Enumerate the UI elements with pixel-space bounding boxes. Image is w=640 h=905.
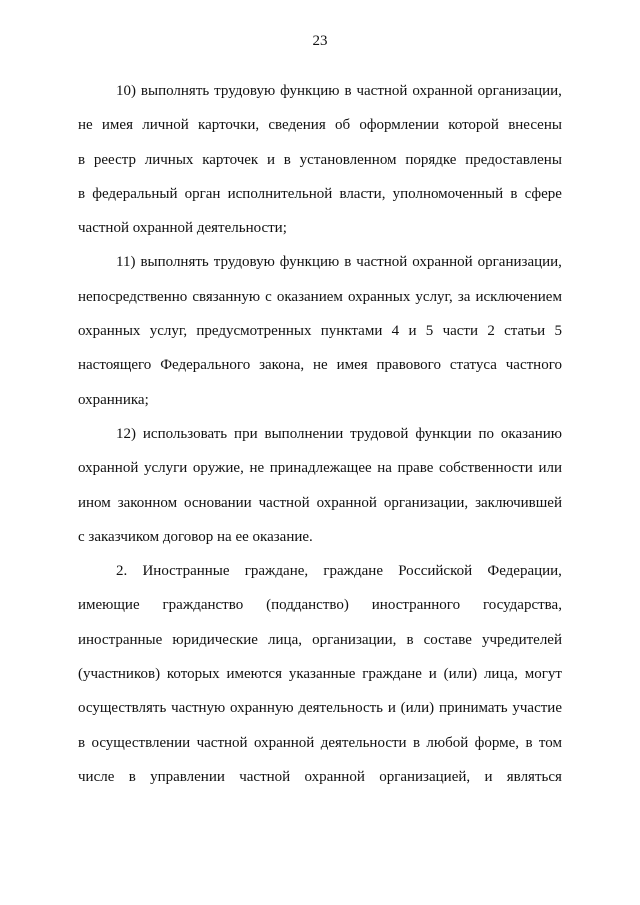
word: функцию [279, 254, 340, 271]
word: непосредственно [78, 288, 188, 305]
text-line [78, 623, 562, 657]
word: иностранные [78, 631, 163, 648]
word: участие [512, 700, 562, 717]
word: и [428, 666, 437, 683]
word: карточки, [198, 117, 260, 134]
paragraph-item-12 [78, 417, 562, 554]
word: имеющие [78, 597, 140, 614]
word: в [525, 734, 533, 751]
text-line: охранника; [78, 391, 149, 408]
word: услуг, [415, 288, 453, 305]
word: закона, [259, 357, 305, 374]
text-line [78, 417, 562, 451]
word: личной [142, 117, 189, 134]
word: личных [144, 151, 194, 168]
word: в [78, 185, 86, 202]
word: федеральный [92, 185, 178, 202]
word: гражданство [162, 597, 244, 614]
word: трудовую [214, 83, 276, 99]
text-line: с заказчиком договор на ее оказание. [78, 528, 313, 545]
word: Федерального [160, 357, 251, 374]
word: управлении [150, 768, 225, 785]
text-line [78, 245, 562, 279]
word: по [478, 425, 495, 442]
word: охранной [304, 768, 365, 785]
word: об [334, 117, 351, 134]
word: сведения [268, 117, 326, 134]
word: заключившей [475, 494, 562, 511]
word: и [266, 151, 275, 168]
word: частной [356, 254, 408, 271]
word: карточек [202, 151, 259, 168]
word: внесены [508, 117, 562, 134]
word: услуги [143, 460, 188, 477]
text-line [78, 691, 562, 725]
word: граждане, [244, 563, 309, 580]
paragraph-item-11 [78, 245, 562, 416]
word: иностранного [371, 597, 461, 614]
word: правового [376, 357, 441, 374]
text-line [78, 314, 562, 348]
word: (участников) [78, 666, 161, 683]
word: или [538, 460, 562, 477]
word: оказанию [500, 425, 562, 442]
paragraph-item-10 [78, 74, 562, 245]
word: частную [171, 700, 226, 717]
word: функцию [280, 83, 340, 99]
word: в [406, 631, 414, 648]
word: законном [117, 494, 178, 511]
word: выполнять [140, 254, 209, 271]
word: орган [184, 185, 221, 202]
word: 10) [116, 83, 136, 99]
word: в [344, 83, 352, 99]
word: праве [397, 460, 434, 477]
paragraph-section-2 [78, 554, 562, 794]
word: не [78, 117, 93, 134]
word: предоставлены [465, 151, 562, 168]
word: связанную [192, 288, 261, 305]
word: выполнять [140, 83, 210, 99]
word: в [128, 768, 136, 785]
word: частной [258, 494, 310, 511]
word: деятельности [320, 734, 407, 751]
word: и [408, 323, 417, 340]
word: частной [196, 734, 248, 751]
word: собственности [439, 460, 533, 477]
word: лица, [268, 631, 302, 648]
word: статьи [504, 323, 546, 340]
text-line [78, 657, 562, 691]
word: 2 [487, 323, 495, 340]
word: 11) [116, 254, 136, 271]
word: сфере [524, 185, 562, 202]
word: имея [101, 117, 133, 134]
word: (подданство) [266, 597, 349, 614]
word: ином [78, 494, 111, 511]
word: с [265, 288, 272, 305]
text-line: частной охранной деятельности; [78, 220, 287, 237]
word: осуществлять [78, 700, 167, 717]
word: частной [239, 768, 291, 785]
word: не [313, 357, 328, 374]
word: охранных [78, 323, 141, 340]
word: оружие, [192, 460, 244, 477]
word: использовать [142, 425, 228, 442]
word: за [457, 288, 471, 305]
word: в [412, 734, 421, 751]
word: могут [524, 666, 562, 683]
word: предусмотренных [196, 323, 312, 340]
word: Федерации, [487, 563, 562, 580]
word: в [283, 151, 291, 168]
word: при [234, 425, 258, 442]
word: на [377, 460, 392, 477]
word: основании [184, 494, 252, 511]
word: которых [166, 666, 220, 683]
word: указанные [288, 666, 356, 683]
word: охранной [78, 460, 139, 477]
text-line [78, 280, 562, 314]
word: выполнении [264, 425, 344, 442]
word: имея [336, 357, 368, 374]
word: охранную [230, 700, 294, 717]
text-line [78, 348, 562, 382]
word: частной [356, 83, 408, 99]
word: уполномоченный [392, 185, 504, 202]
text-line [78, 726, 562, 760]
word: в [78, 151, 86, 168]
text-line [78, 588, 562, 622]
text-line [78, 108, 562, 142]
word: Иностранные [142, 563, 230, 580]
word: составе [423, 631, 472, 648]
word: и [484, 768, 493, 785]
page-number: 23 [312, 33, 328, 49]
word: 4 [391, 323, 400, 340]
word: охранной [412, 83, 473, 99]
word: юридические [172, 631, 258, 648]
word: настоящего [78, 357, 152, 374]
word: организацией, [379, 768, 471, 785]
word: любой [426, 734, 469, 751]
word: услуг, [149, 323, 188, 340]
word: принимать [438, 700, 508, 717]
word: 5 [554, 323, 562, 340]
word: трудовую [213, 254, 275, 271]
word: принадлежащее [269, 460, 372, 477]
word: исполнительной [227, 185, 333, 202]
text-line [78, 74, 562, 108]
word: форме, [474, 734, 520, 751]
word: которой [448, 117, 499, 134]
word: охранной [253, 734, 315, 751]
word: статуса [449, 357, 497, 374]
document-body [78, 74, 562, 794]
word: части [442, 323, 479, 340]
word: порядке [405, 151, 457, 168]
word: исключением [475, 288, 562, 305]
word: 2. [116, 563, 128, 580]
word: (или) [443, 666, 478, 683]
word: установленном [299, 151, 397, 168]
word: деятельность [298, 700, 384, 717]
word: учредителей [481, 631, 562, 648]
word: частного [505, 357, 562, 374]
text-line [78, 143, 562, 177]
word: граждане [323, 563, 383, 580]
word: в [78, 734, 86, 751]
word: осуществлении [91, 734, 191, 751]
word: функции [415, 425, 472, 442]
word: Российской [398, 563, 473, 580]
word: пунктами [320, 323, 383, 340]
text-line [78, 760, 562, 794]
word: государства, [483, 597, 562, 614]
word: 12) [116, 425, 136, 442]
text-line [78, 451, 562, 485]
word: не [249, 460, 265, 477]
text-line [78, 177, 562, 211]
word: охранных [347, 288, 411, 305]
word: имеются [226, 666, 282, 683]
text-line [78, 554, 562, 588]
word: граждане [362, 666, 422, 683]
word: оформлении [359, 117, 440, 134]
word: в [510, 185, 518, 202]
word: организации, [383, 494, 469, 511]
word: в [344, 254, 352, 271]
text-line [78, 486, 562, 520]
word: власти, [339, 185, 386, 202]
word: (или) [400, 700, 435, 717]
word: оказанием [276, 288, 343, 305]
word: организации, [312, 631, 397, 648]
word: организации, [477, 254, 562, 271]
word: 5 [425, 323, 434, 340]
word: организации, [477, 83, 562, 99]
word: охранной [412, 254, 473, 271]
word: том [538, 734, 562, 751]
word: числе [78, 768, 115, 785]
word: являться [506, 768, 562, 785]
word: охранной [316, 494, 377, 511]
word: лица, [483, 666, 518, 683]
word: трудовой [350, 425, 409, 442]
word: реестр [93, 151, 136, 168]
word: и [387, 700, 396, 717]
